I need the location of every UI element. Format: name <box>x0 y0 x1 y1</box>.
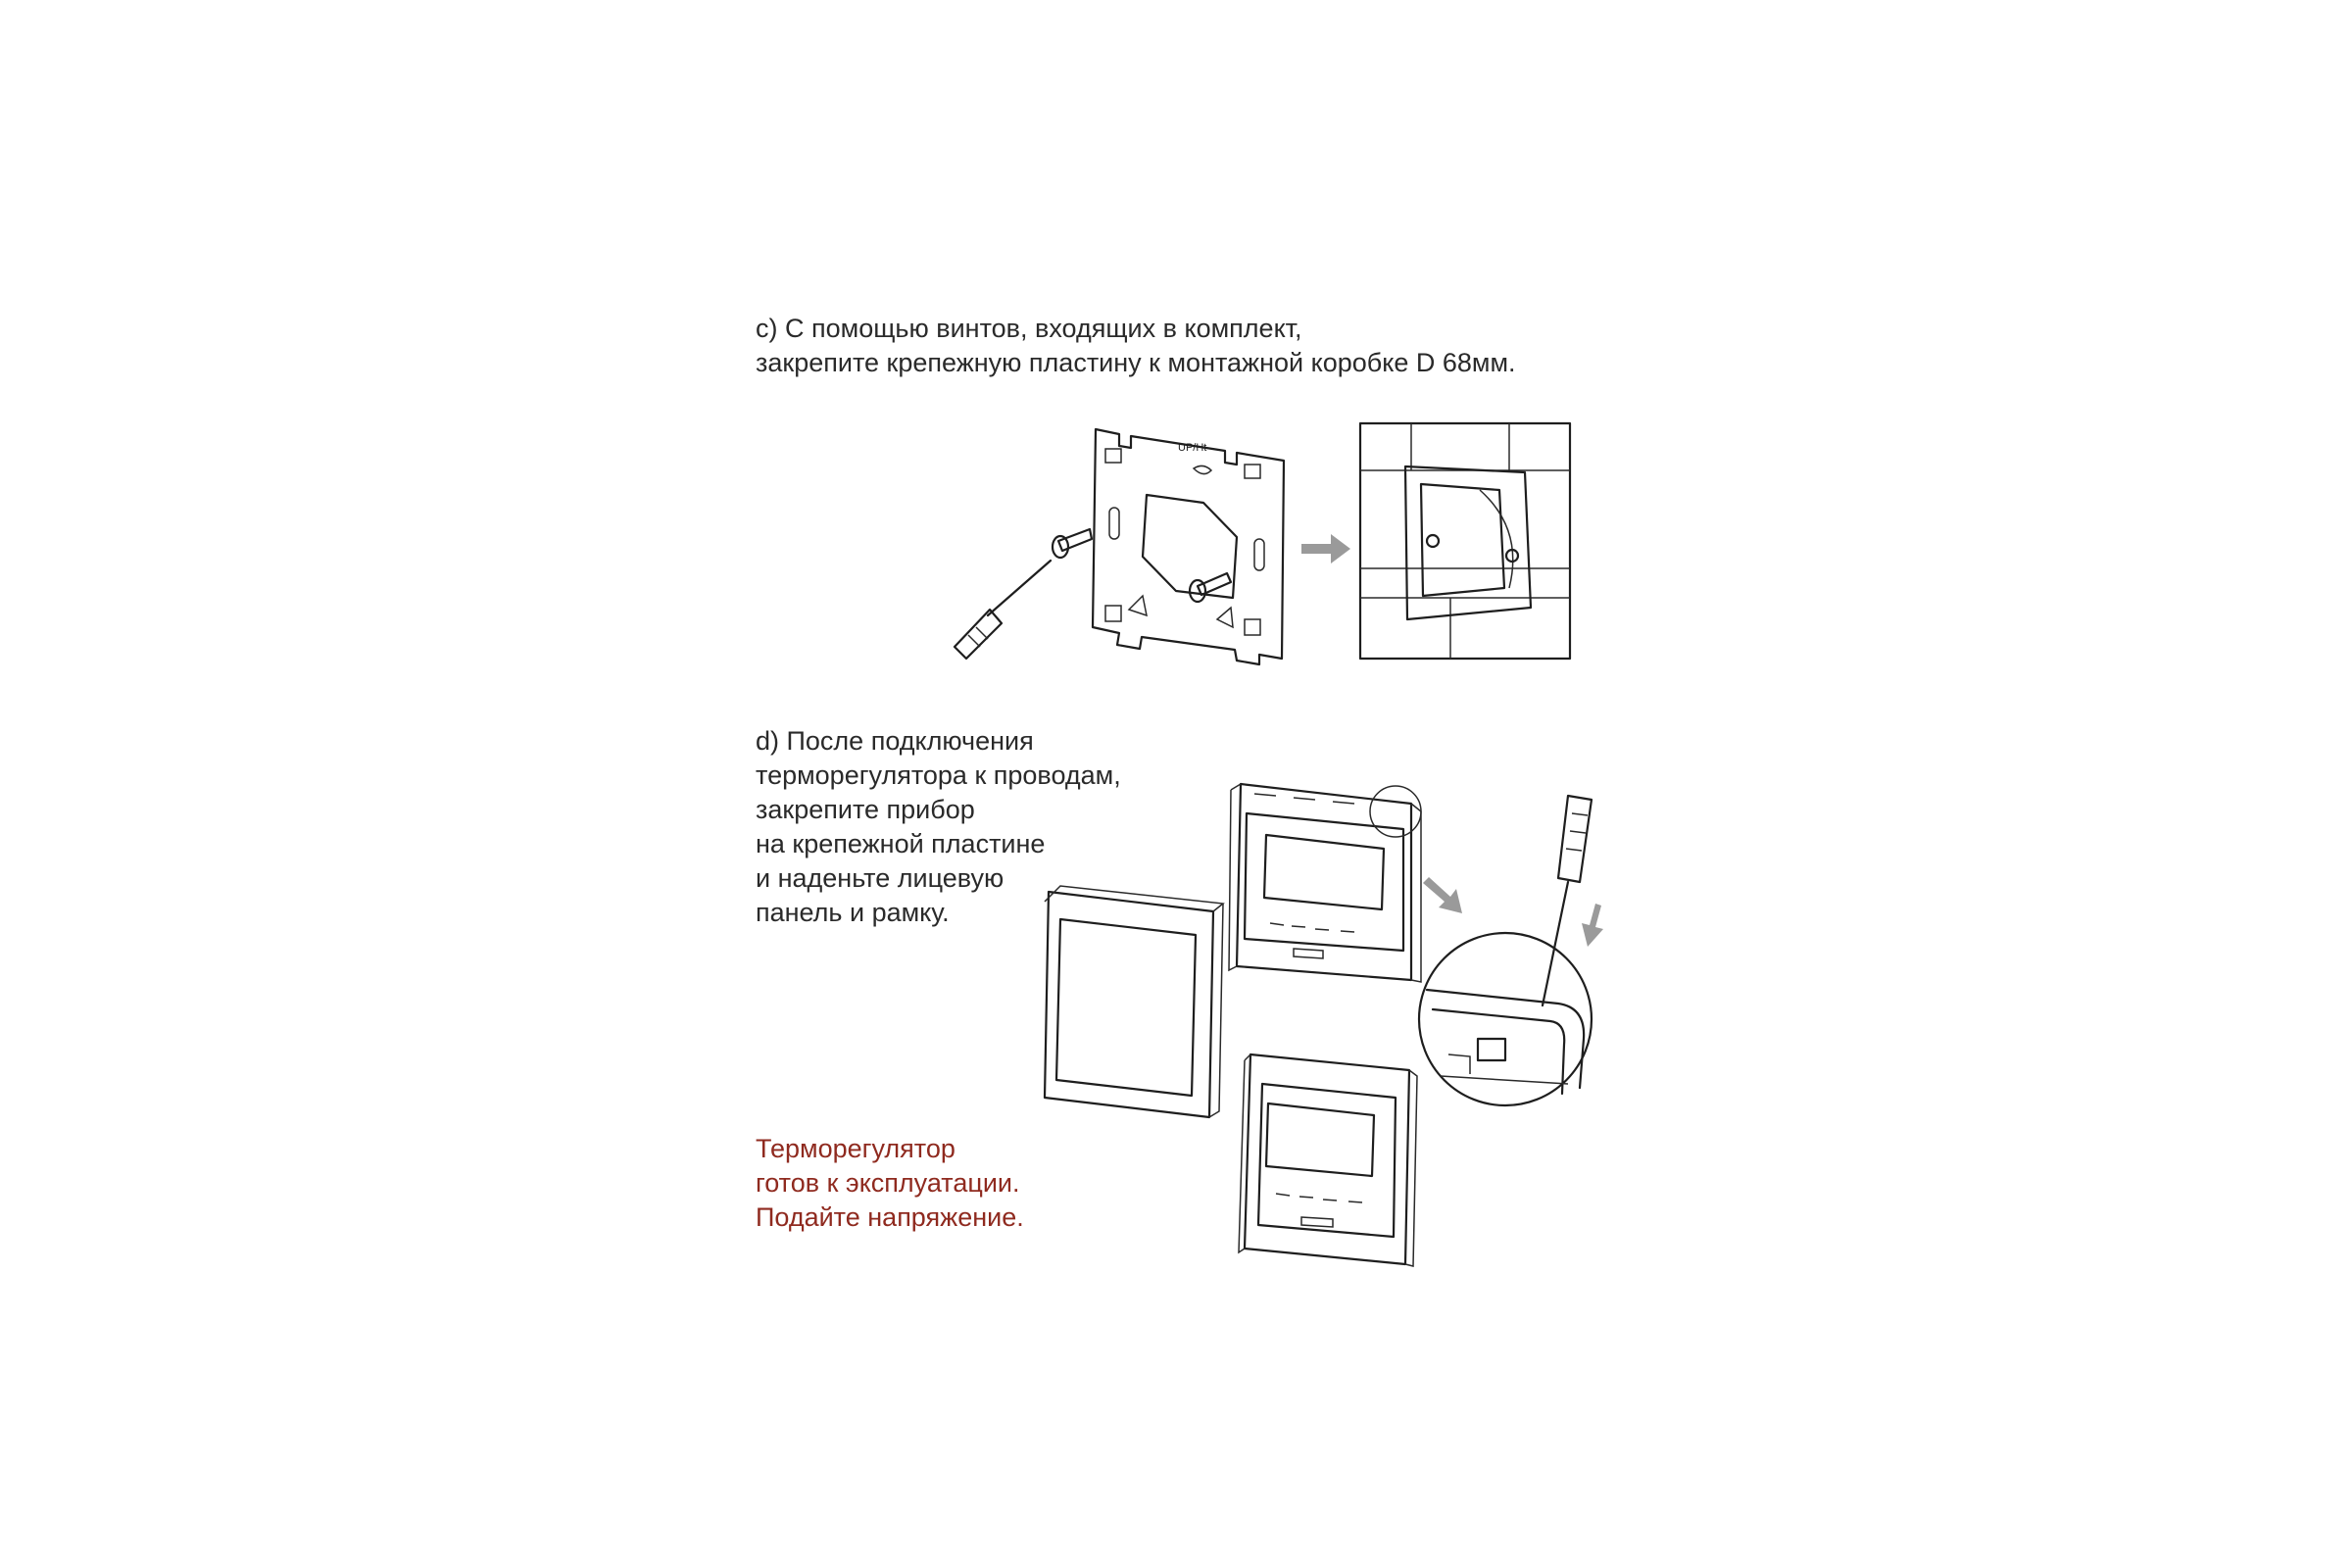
plate-marking: UP/Ht <box>1178 442 1207 454</box>
ready-line-2: готов к эксплуатации. <box>756 1168 1020 1198</box>
wall-box <box>1360 423 1570 659</box>
arrow-right-icon <box>1301 534 1350 564</box>
screwdriver-icon <box>955 561 1051 659</box>
thermostat-assembled <box>1239 1054 1417 1266</box>
thermostat-mounted <box>1229 784 1421 982</box>
arrow-diagonal-icon <box>1423 877 1462 913</box>
arrow-down-icon <box>1582 904 1603 947</box>
mounting-plate <box>1093 429 1284 664</box>
screwdriver-detail-icon <box>1543 796 1592 1005</box>
step-d-line-5: и наденьте лицевую <box>756 863 1004 893</box>
screw-left <box>1053 529 1092 558</box>
step-d-line-3: закрепите прибор <box>756 795 975 824</box>
step-d-line-1: d) После подключения <box>756 726 1034 756</box>
detail-magnifier <box>1419 933 1592 1105</box>
step-d-line-6: панель и рамку. <box>756 898 950 927</box>
front-frame <box>1045 886 1223 1117</box>
step-d-line-4: на крепежной пластине <box>756 829 1046 858</box>
ready-line-1: Терморегулятор <box>756 1134 956 1163</box>
step-c-line-2: закрепите крепежную пластину к монтажной коробке D 68мм. <box>756 348 1516 377</box>
ready-line-3: Подайте напряжение. <box>756 1202 1024 1232</box>
step-d-line-2: терморегулятора к проводам, <box>756 760 1121 790</box>
step-c-line-1: c) С помощью винтов, входящих в комплект, <box>756 314 1302 343</box>
